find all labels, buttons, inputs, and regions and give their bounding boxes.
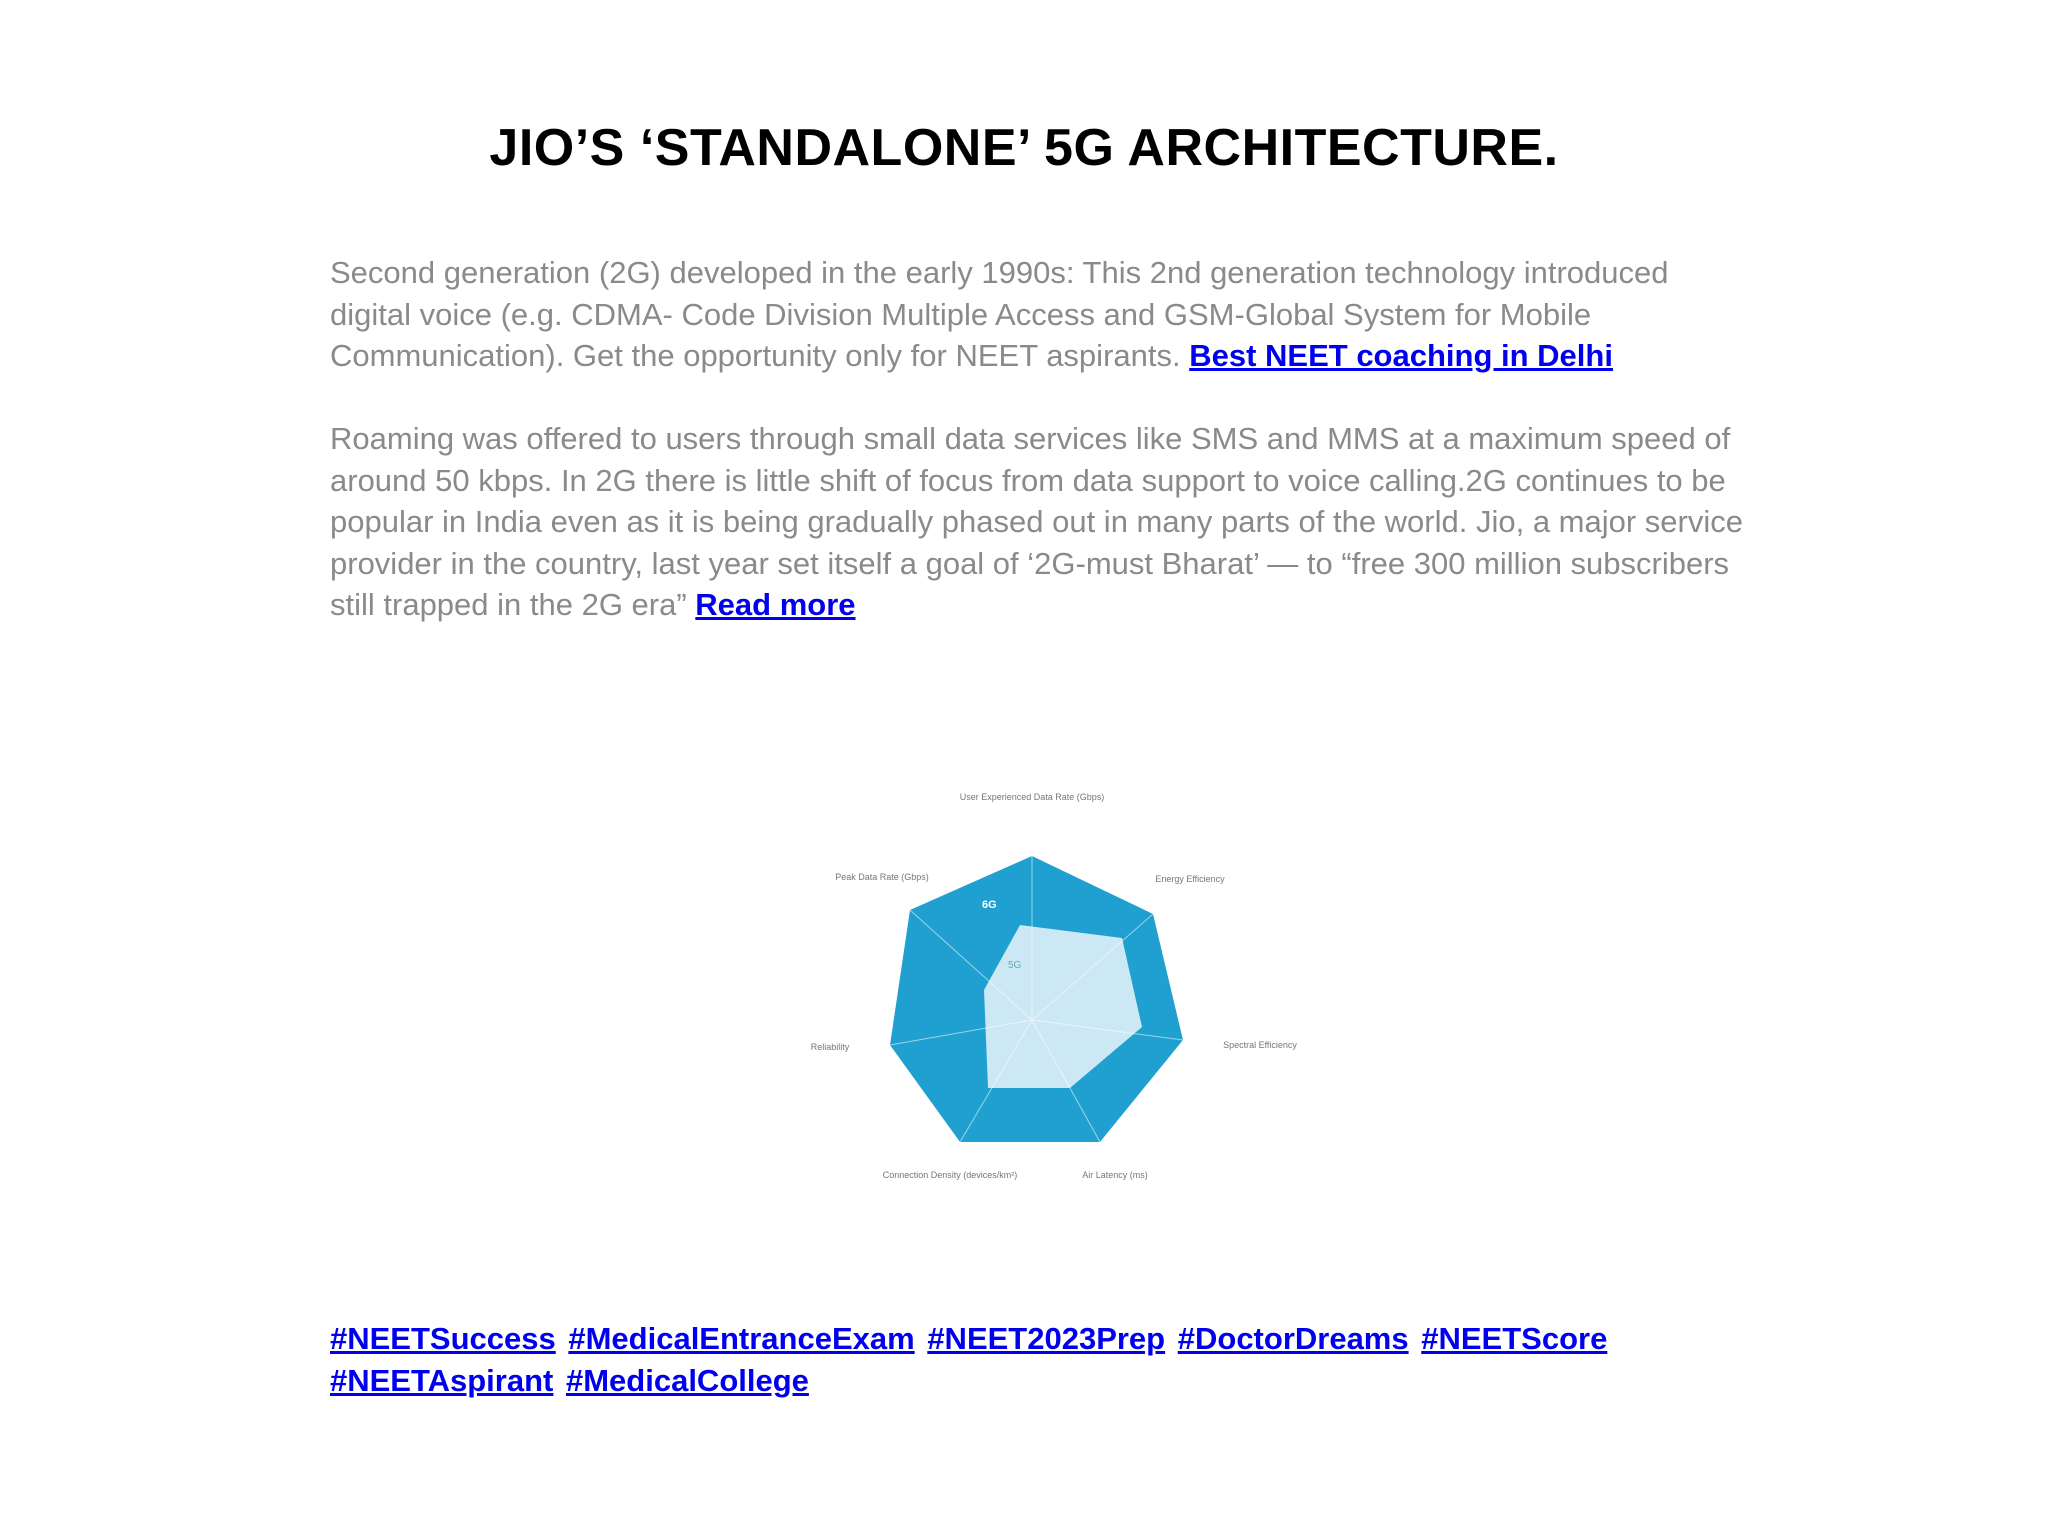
- axis-label-air-latency: Air Latency (ms): [1082, 1170, 1148, 1180]
- hashtag-link[interactable]: #MedicalEntranceExam: [568, 1321, 915, 1356]
- hashtag-link[interactable]: #NEETScore: [1421, 1321, 1608, 1356]
- hashtag-link[interactable]: #NEETAspirant: [330, 1362, 554, 1398]
- paragraph-text: Second generation (2G) developed in the early 1990s: This 2nd generation technology introduced digital voice (e.g. CDMA- Code Division Multiple Access and GSM-Global System for Mobile Communication). Get the opportunity only for NEET aspirants.: [330, 255, 1669, 373]
- axis-label-peak-data-rate: Peak Data Rate (Gbps): [835, 872, 929, 882]
- best-neet-coaching-link[interactable]: Best NEET coaching in Delhi: [1189, 338, 1613, 373]
- hashtag-link[interactable]: #NEETSuccess: [330, 1321, 556, 1356]
- axis-label-reliability: Reliability: [810, 1042, 850, 1052]
- hashtag-link[interactable]: #NEET2023Prep: [927, 1321, 1166, 1356]
- paragraph-text: Roaming was offered to users through small data services like SMS and MMS at a maximum speed of around 50 kbps. In 2G there is little shift of focus from data support to voice calling.2G continues to be popular in India even as it is being gradually phased out in many parts of the world. Jio, a major service provider in the country, last year set itself a goal of ‘2G-must Bharat’ — to “free 300 million subscribers still trapped in the 2G era”: [330, 421, 1743, 622]
- axis-label-spectral-efficiency: Spectral Efficiency: [1223, 1040, 1297, 1050]
- series-label-6g: 6G: [982, 899, 997, 911]
- radar-figure: [770, 770, 1330, 1210]
- read-more-link[interactable]: Read more: [695, 587, 856, 622]
- paragraph-2g-intro: [330, 252, 1750, 377]
- hashtag-link[interactable]: #DoctorDreams: [1177, 1321, 1409, 1356]
- series-label-5g: 5G: [1008, 960, 1022, 971]
- hashtag-list: [330, 1318, 1780, 1401]
- axis-label-connection-density: Connection Density (devices/km²): [882, 1170, 1018, 1180]
- radar-diagram: [770, 770, 1330, 1210]
- hashtag-link[interactable]: #MedicalCollege: [565, 1362, 809, 1398]
- axis-label-energy-efficiency: Energy Efficiency: [1155, 874, 1225, 884]
- paragraph-roaming: [330, 418, 1750, 626]
- page-title: JIO’S ‘STANDALONE’ 5G ARCHITECTURE.: [489, 119, 1559, 177]
- axis-label-user-data-rate: User Experienced Data Rate (Gbps): [959, 792, 1105, 802]
